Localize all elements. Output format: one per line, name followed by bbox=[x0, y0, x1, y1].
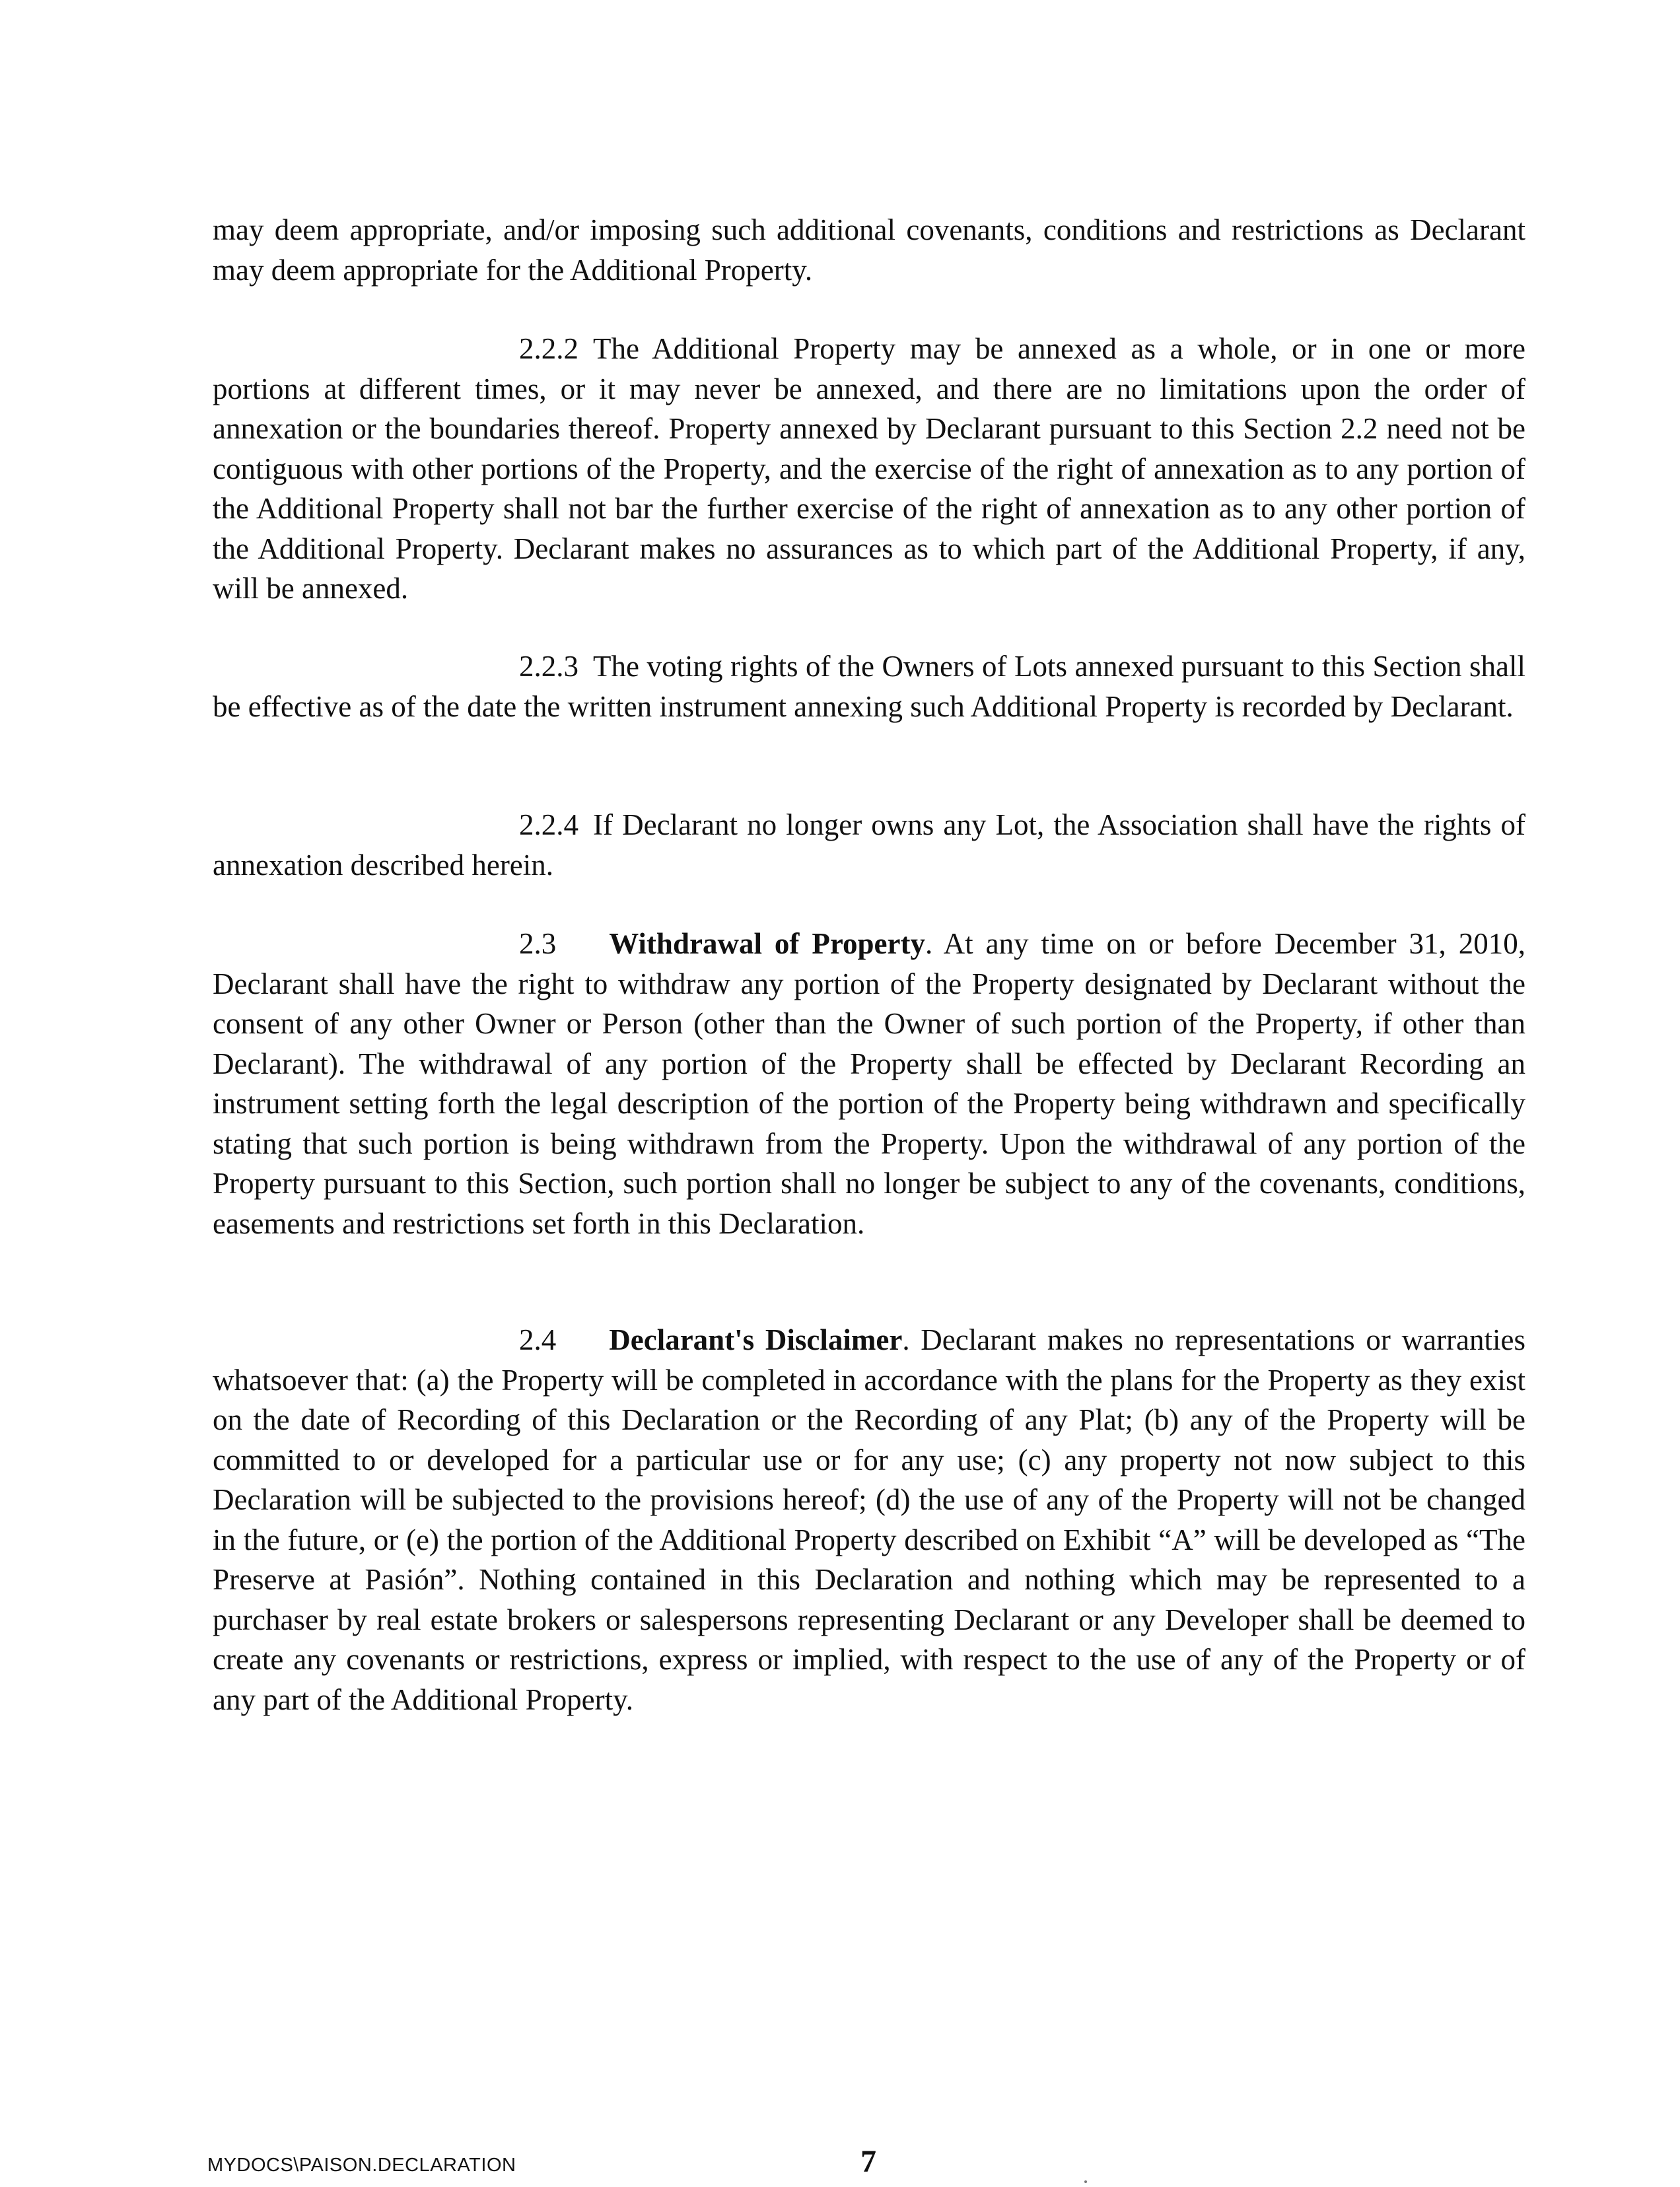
section-2-4 bbox=[213, 1320, 1525, 1719]
section-number: 2.3 bbox=[519, 927, 557, 960]
section-text: If Declarant no longer owns any Lot, the Association shall have the rights of annexation described herein. bbox=[213, 808, 1525, 882]
section-text: . At any time on or before December 31, 2010, Declarant shall have the right to withdraw any portion of the Property designated by Declarant without the consent of any other Owner or Person (other than the Owner of such portion of the Property, if other than Declarant). The withdrawal of any portion of the Property shall be effected by Declarant Recording an instrument setting forth the legal description of the portion of the Property being withdrawn and specifically stating that such portion is being withdrawn from the Property. Upon the withdrawal of any portion of the Property pursuant to this Section, such portion shall no longer be subject to any of the covenants, conditions, easements and restrictions set forth in this Declaration. bbox=[213, 927, 1525, 1240]
section-2-2-4 bbox=[213, 805, 1525, 885]
scan-speck bbox=[1084, 2180, 1087, 2183]
section-number: 2.2.3 bbox=[519, 650, 578, 683]
section-text: . Declarant makes no representations or warranties whatsoever that: (a) the Property will be completed in accordance with the plans for the Property as they exist on the date of Recording of this Declaration or the Recording of any Plat; (b) any of the Property will be committed to or developed for a particular use or for any use; (c) any property not now subject to this Declaration will be subjected to the provisions hereof; (d) the use of any of the Property will not be changed in the future, or (e) the portion of the Additional Property described on Exhibit “A” will be developed as “The Preserve at Pasión”. Nothing contained in this Declaration and nothing which may be represented to a purchaser by real estate brokers or salespersons representing Declarant or any Developer shall be deemed to create any covenants or restrictions, express or implied, with respect to the use of any of the Property or of any part of the Additional Property. bbox=[213, 1323, 1525, 1716]
section-2-2-3 bbox=[213, 646, 1525, 726]
footer-document-path: MYDOCS\PAISON.DECLARATION bbox=[207, 2155, 516, 2176]
section-number: 2.4 bbox=[519, 1323, 557, 1356]
page-number: 7 bbox=[860, 2144, 876, 2179]
section-text: The voting rights of the Owners of Lots annexed pursuant to this Section shall be effective as of the date the written instrument annexing such Additional Property is recorded by Declarant. bbox=[213, 650, 1525, 723]
section-2-3 bbox=[213, 924, 1525, 1243]
section-text: The Additional Property may be annexed as a whole, or in one or more portions at different times, or it may never be annexed, and there are no limitations upon the order of annexation or the boundaries thereof. Property annexed by Declarant pursuant to this Section 2.2 need not be contiguous with other portions of the Property, and the exercise of the right of annexation as to any portion of the Additional Property shall not bar the further exercise of the right of annexation as to any other portion of the Additional Property. Declarant makes no assurances as to which part of the Additional Property, if any, will be annexed. bbox=[213, 332, 1525, 605]
section-number: 2.2.4 bbox=[519, 808, 578, 841]
section-2-2-2 bbox=[213, 329, 1525, 609]
section-number: 2.2.2 bbox=[519, 332, 578, 365]
section-heading: Declarant's Disclaimer bbox=[609, 1323, 903, 1356]
section-heading: Withdrawal of Property bbox=[609, 927, 925, 960]
paragraph-text: may deem appropriate, and/or imposing such additional covenants, conditions and restrictions as Declarant may deem appropriate for the Additional Property. bbox=[213, 213, 1525, 287]
paragraph-continuation bbox=[213, 210, 1525, 290]
